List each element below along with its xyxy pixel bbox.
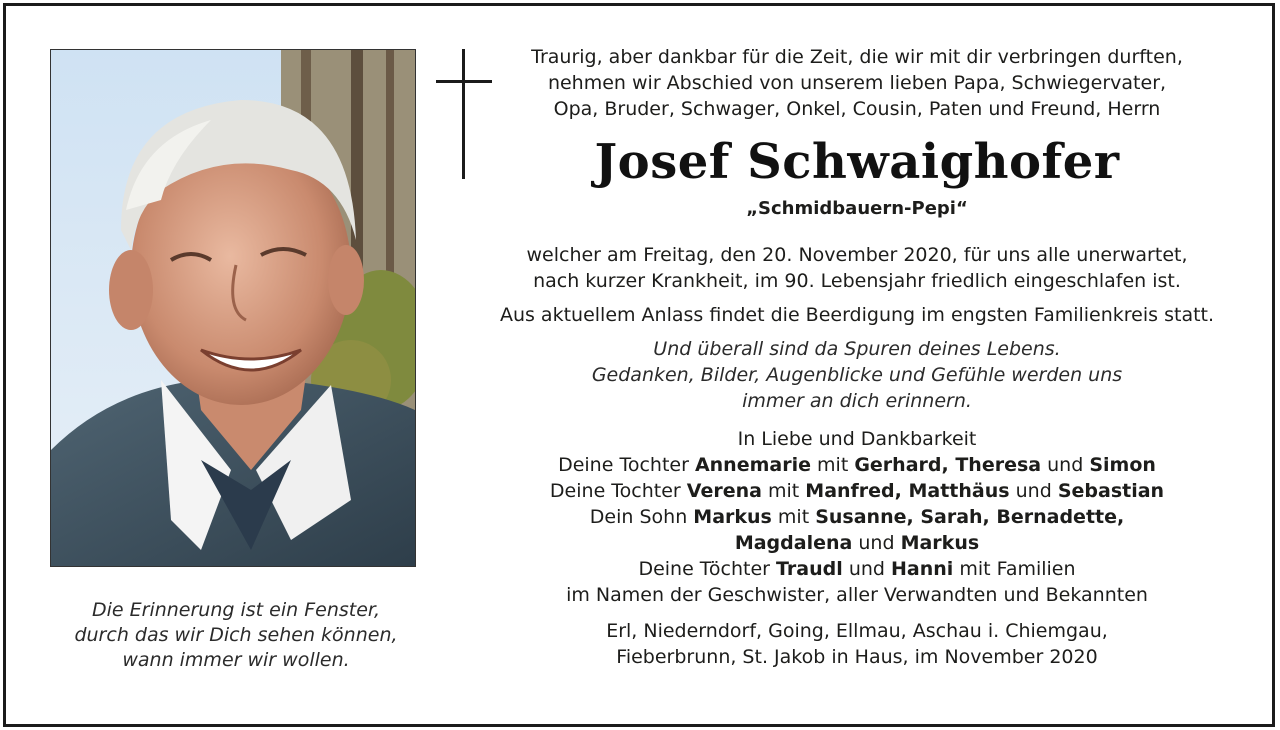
- places-and-date: [468, 618, 1246, 670]
- family-line: im Namen der Geschwister, aller Verwandten und Bekannten: [566, 584, 1148, 606]
- notice-text: [468, 44, 1246, 670]
- poem-line: Und überall sind da Spuren deines Lebens.: [653, 338, 1061, 360]
- memorial-quote: [36, 598, 436, 673]
- family-heading: In Liebe und Dankbarkeit: [737, 428, 977, 450]
- places-line: Erl, Niederndorf, Going, Ellmau, Aschau i. Chiemgau,: [606, 620, 1108, 642]
- intro-line: Opa, Bruder, Schwager, Onkel, Cousin, Paten und Freund, Herrn: [553, 98, 1161, 120]
- quote-line: Die Erinnerung ist ein Fenster,: [91, 599, 381, 621]
- funeral-line: Aus aktuellem Anlass findet die Beerdigung im engsten Familienkreis statt.: [499, 304, 1215, 326]
- places-line: Fieberbrunn, St. Jakob in Haus, im November 2020: [616, 646, 1098, 668]
- passing-line: welcher am Freitag, den 20. November 2020, für uns alle unerwartet,: [526, 244, 1188, 266]
- intro-text: [468, 44, 1246, 122]
- family-signatures: [468, 426, 1246, 608]
- funeral-notice: [468, 302, 1246, 328]
- passing-text: [468, 242, 1246, 294]
- poem-line: immer an dich erinnern.: [742, 390, 972, 412]
- family-line: Dein Sohn Markus mit Susanne, Sarah, Bernadette,: [589, 506, 1125, 528]
- family-line: Deine Töchter Traudl und Hanni mit Familien: [638, 558, 1076, 580]
- family-line: Magdalena und Markus: [734, 532, 980, 554]
- poem-line: Gedanken, Bilder, Augenblicke und Gefühle werden uns: [591, 364, 1123, 386]
- quote-line: wann immer wir wollen.: [122, 649, 350, 671]
- intro-line: nehmen wir Abschied von unserem lieben Papa, Schwiegervater,: [547, 72, 1167, 94]
- family-line: Deine Tochter Annemarie mit Gerhard, Theresa und Simon: [558, 454, 1156, 476]
- family-line: Deine Tochter Verena mit Manfred, Matthäus und Sebastian: [549, 480, 1165, 502]
- deceased-name: Josef Schwaighofer: [594, 134, 1120, 190]
- intro-line: Traurig, aber dankbar für die Zeit, die wir mit dir verbringen durften,: [531, 46, 1183, 68]
- quote-line: durch das wir Dich sehen können,: [74, 624, 398, 646]
- poem: [468, 336, 1246, 414]
- portrait-photo: [50, 49, 416, 567]
- obituary-notice: [3, 3, 1275, 727]
- deceased-nickname: „Schmidbauern-Pepi“: [746, 198, 968, 219]
- portrait-illustration: [51, 50, 415, 566]
- passing-line: nach kurzer Krankheit, im 90. Lebensjahr friedlich eingeschlafen ist.: [533, 270, 1181, 292]
